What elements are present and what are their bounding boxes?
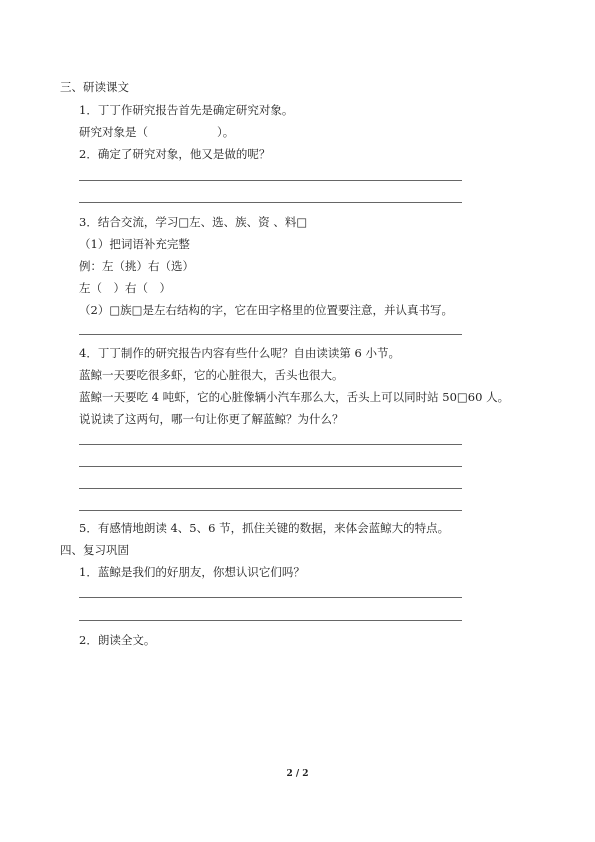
question-3-blank: 左（ ）右（ ） xyxy=(79,281,171,295)
question-3-sub-2: （2）□族□是左右结构的字，它在田字格里的位置要注意，并认真书写。 xyxy=(79,303,454,317)
page-number: 2 / 2 xyxy=(286,769,309,779)
question-3-example: 例：左（挑）右（选） xyxy=(79,259,194,273)
answer-line xyxy=(79,510,462,511)
question-1: 1．丁丁作研究报告首先是确定研究对象。 xyxy=(79,103,294,117)
question-3-sub-1: （1）把词语补充完整 xyxy=(79,237,190,251)
answer-line xyxy=(79,180,462,181)
section4-heading: 四、复习巩固 xyxy=(60,543,129,557)
question-4-ask: 说说读了这两句，哪一句让你更了解蓝鲸？为什么？ xyxy=(79,412,344,426)
question-2: 2．确定了研究对象，他又是做的呢？ xyxy=(79,147,271,161)
answer-line xyxy=(79,466,462,467)
answer-line xyxy=(79,444,462,445)
question-3: 3．结合交流，学习□左、选、族、资 、料□ xyxy=(79,215,308,229)
question-4-sentence-1: 蓝鲸一天要吃很多虾，它的心脏很大，舌头也很大。 xyxy=(79,368,344,382)
answer-line xyxy=(79,488,462,489)
answer-line xyxy=(79,597,462,598)
review-question-2: 2．朗读全文。 xyxy=(79,633,156,647)
question-5: 5．有感情地朗读 4、5、6 节，抓住关键的数据，来体会蓝鲸大的特点。 xyxy=(79,521,450,535)
answer-line xyxy=(79,334,462,335)
question-1-fill: 研究对象是（ ）。 xyxy=(79,125,235,139)
answer-line xyxy=(79,202,462,203)
answer-line xyxy=(79,620,462,621)
review-question-1: 1．蓝鲸是我们的好朋友，你想认识它们吗？ xyxy=(79,565,305,579)
question-4: 4．丁丁制作的研究报告内容有些什么呢？自由读读第 6 小节。 xyxy=(79,346,400,360)
section3-heading: 三、研读课文 xyxy=(60,80,129,94)
question-4-sentence-2: 蓝鲸一天要吃 4 吨虾，它的心脏像辆小汽车那么大，舌头上可以同时站 50□60 人。 xyxy=(79,390,510,404)
